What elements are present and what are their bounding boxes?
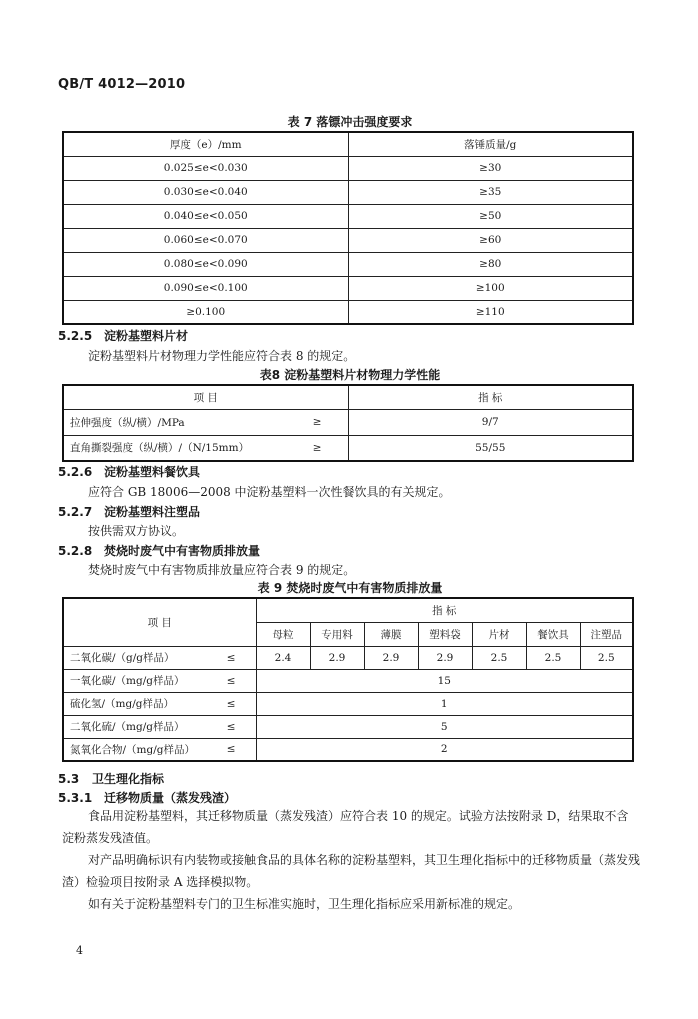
column-header: 餐饮具	[526, 622, 580, 646]
table8	[62, 384, 634, 462]
column-header: 片材	[472, 622, 526, 646]
index-value: 2.5	[526, 646, 580, 669]
dart-mass: ≥60	[348, 228, 633, 252]
table-row	[63, 646, 633, 669]
table8-caption: 表8 淀粉基塑料片材物理力学性能	[259, 368, 441, 382]
thickness-range: 0.060≤e<0.070	[63, 228, 348, 252]
section-5-3-heading	[58, 770, 164, 787]
section-number: 5.2.5	[58, 329, 93, 343]
item-cell	[70, 415, 344, 430]
table8-col1-header: 项 目	[63, 385, 348, 409]
table7	[62, 131, 634, 325]
dart-mass: ≥50	[348, 204, 633, 228]
index-value: 15	[256, 669, 633, 692]
table9-header-row	[63, 598, 633, 622]
table9	[62, 597, 634, 762]
item-label: 一氧化碳/（mg/g样品）	[70, 675, 185, 687]
thickness-range: 0.080≤e<0.090	[63, 252, 348, 276]
column-header: 专用料	[310, 622, 364, 646]
table-row	[63, 715, 633, 738]
index-value: 2.9	[364, 646, 418, 669]
section-number: 5.2.8	[58, 544, 93, 558]
section-title: 卫生理化指标	[92, 772, 165, 786]
section-title: 焚烧时废气中有害物质排放量	[104, 544, 261, 558]
table7-col2-header: 落锤质量/g	[348, 132, 633, 156]
column-header: 注塑品	[580, 622, 633, 646]
thickness-range: 0.040≤e<0.050	[63, 204, 348, 228]
thickness-range: 0.030≤e<0.040	[63, 180, 348, 204]
item-label: 硫化氢/（mg/g样品）	[70, 698, 174, 710]
dart-mass: ≥35	[348, 180, 633, 204]
index-value: 55/55	[348, 435, 633, 461]
section-5-2-5-text: 淀粉基塑料片材物理力学性能应符合表 8 的规定。	[88, 349, 356, 363]
section-5-2-8-heading	[58, 542, 260, 559]
table-row	[63, 409, 633, 435]
dart-mass: ≥100	[348, 276, 633, 300]
table7-caption: 表 7 落镖冲击强度要求	[287, 115, 413, 129]
column-header: 塑料袋	[418, 622, 472, 646]
index-value: 5	[256, 715, 633, 738]
section-5-3-1-paragraph-3: 如有关于淀粉基塑料专门的卫生标准实施时，卫生理化指标应采用新标准的规定。	[88, 897, 521, 911]
column-header: 母粒	[256, 622, 310, 646]
section-title: 淀粉基塑料片材	[104, 329, 189, 343]
item-label: 拉伸强度（纵/横）/MPa	[70, 416, 185, 429]
item-cell	[70, 650, 252, 665]
comparison-operator: ≥	[312, 441, 322, 454]
table-row	[63, 669, 633, 692]
section-5-2-7-text: 按供需双方协议。	[88, 524, 185, 538]
table-row	[63, 204, 633, 228]
item-label: 二氧化碳/（g/g样品）	[70, 652, 175, 664]
table8-col2-header: 指 标	[348, 385, 633, 409]
comparison-operator: ≤	[226, 697, 236, 710]
section-5-2-8-text: 焚烧时废气中有害物质排放量应符合表 9 的规定。	[88, 563, 356, 577]
section-5-3-1-paragraph-1: 食品用淀粉基塑料，其迁移物质量（蒸发残渣）应符合表 10 的规定。试验方法按附录 D，结果取不含淀粉蒸发残渣值。	[62, 809, 629, 845]
thickness-range: ≥0.100	[63, 300, 348, 324]
table-row	[63, 300, 633, 324]
column-header: 薄膜	[364, 622, 418, 646]
table-row	[63, 180, 633, 204]
item-cell	[70, 673, 252, 688]
section-number: 5.2.6	[58, 465, 93, 479]
table9-item-header: 项 目	[63, 598, 256, 646]
table-row	[63, 252, 633, 276]
dart-mass: ≥30	[348, 156, 633, 180]
index-value: 2.4	[256, 646, 310, 669]
index-value: 1	[256, 692, 633, 715]
comparison-operator: ≤	[226, 720, 236, 733]
item-cell	[70, 719, 252, 734]
section-5-2-5-heading	[58, 327, 188, 344]
comparison-operator: ≤	[226, 743, 236, 756]
index-value: 2.5	[472, 646, 526, 669]
table-row	[63, 692, 633, 715]
item-label: 二氧化硫/（mg/g样品）	[70, 721, 185, 733]
index-value: 2	[256, 738, 633, 761]
item-label: 直角撕裂强度（纵/横）/（N/15mm）	[70, 442, 250, 455]
table8-header-row	[63, 385, 633, 409]
standard-id-header: QB/T 4012—2010	[58, 77, 186, 92]
section-5-2-6-heading	[58, 463, 200, 480]
index-value: 2.9	[418, 646, 472, 669]
table-row	[63, 276, 633, 300]
dart-mass: ≥110	[348, 300, 633, 324]
section-5-3-1-heading	[58, 789, 236, 806]
table7-col1-header: 厚度（e）/mm	[63, 132, 348, 156]
comparison-operator: ≤	[226, 651, 236, 664]
thickness-range: 0.025≤e<0.030	[63, 156, 348, 180]
section-number: 5.2.7	[58, 505, 93, 519]
section-5-2-6-text: 应符合 GB 18006—2008 中淀粉基塑料一次性餐饮具的有关规定。	[88, 485, 451, 499]
item-cell	[70, 696, 252, 711]
table7-header-row	[63, 132, 633, 156]
section-5-3-1-paragraph-2: 对产品明确标识有内装物或接触食品的具体名称的淀粉基塑料，其卫生理化指标中的迁移物质量（蒸发残渣）检验项目按附录 A 选择模拟物。	[62, 853, 641, 889]
item-label: 氮氧化合物/（mg/g样品）	[70, 743, 195, 756]
section-5-2-7-heading	[58, 503, 200, 520]
item-cell	[70, 742, 252, 757]
dart-mass: ≥80	[348, 252, 633, 276]
thickness-range: 0.090≤e<0.100	[63, 276, 348, 300]
table-row	[63, 738, 633, 761]
comparison-operator: ≤	[226, 674, 236, 687]
table9-index-header: 指 标	[256, 598, 633, 622]
table-row	[63, 435, 633, 461]
index-value: 9/7	[348, 409, 633, 435]
item-cell	[70, 440, 344, 455]
section-title: 淀粉基塑料注塑品	[104, 505, 201, 519]
table-row	[63, 156, 633, 180]
table9-caption: 表 9 焚烧时废气中有害物质排放量	[257, 581, 443, 595]
index-value: 2.9	[310, 646, 364, 669]
section-number: 5.3.1	[58, 791, 93, 805]
page-number: 4	[76, 944, 83, 957]
section-number: 5.3	[58, 772, 80, 786]
section-title: 迁移物质量（蒸发残渣）	[104, 791, 237, 805]
index-value: 2.5	[580, 646, 633, 669]
section-title: 淀粉基塑料餐饮具	[104, 465, 201, 479]
table-row	[63, 228, 633, 252]
comparison-operator: ≥	[312, 416, 322, 428]
